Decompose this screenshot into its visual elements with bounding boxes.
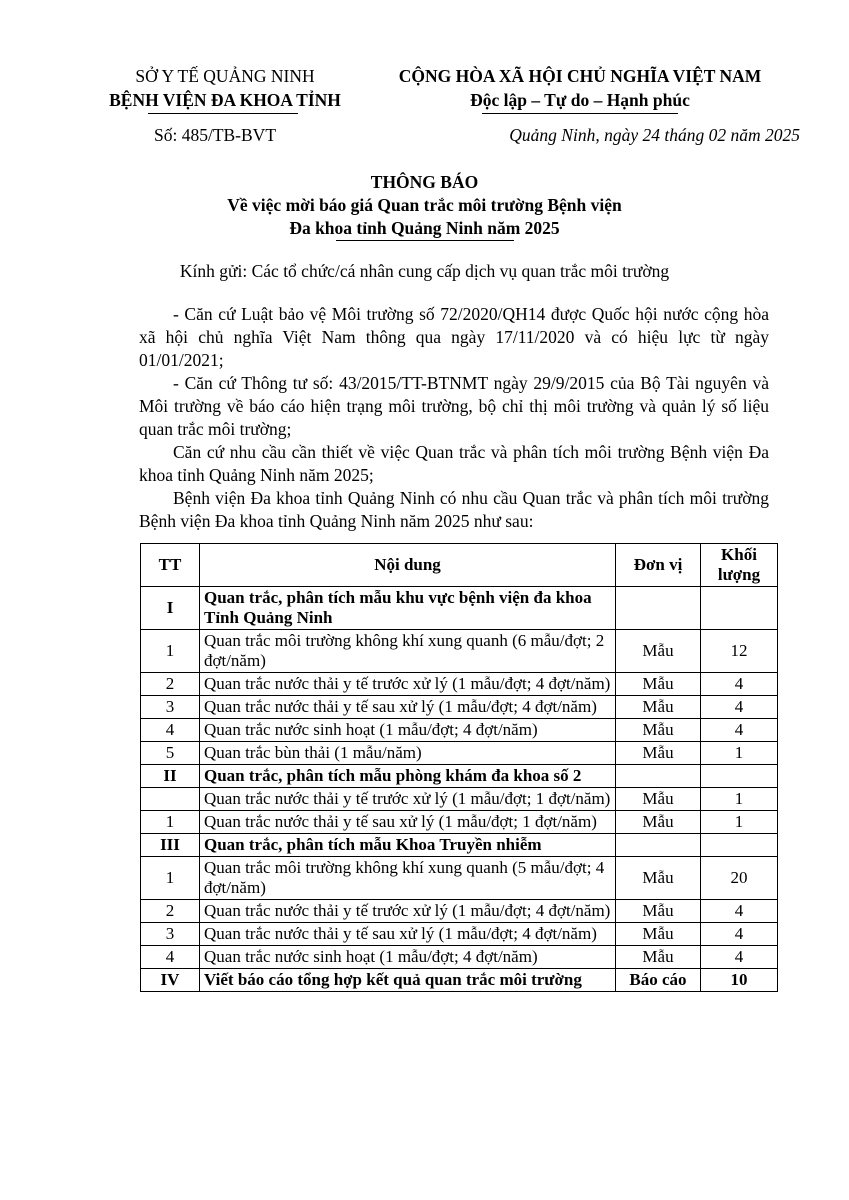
table-row <box>141 857 778 900</box>
title-line-1: THÔNG BÁO <box>370 172 479 192</box>
row-tt: 2 <box>141 673 200 696</box>
row-qty: 4 <box>701 923 778 946</box>
title-line-3: Đa khoa tỉnh Quảng Ninh năm 2025 <box>289 218 560 238</box>
row-qty: 1 <box>701 811 778 834</box>
title-underline <box>336 240 514 241</box>
row-unit <box>616 765 701 788</box>
table-row <box>141 900 778 923</box>
document-title <box>0 171 849 240</box>
row-qty: 20 <box>701 857 778 900</box>
row-qty: 4 <box>701 946 778 969</box>
row-unit: Mẫu <box>616 923 701 946</box>
document-date: Quảng Ninh, ngày 24 tháng 02 năm 2025 <box>509 125 800 145</box>
paragraph-legal-basis-2: - Căn cứ Thông tư số: 43/2015/TT-BTNMT ngày 29/9/2015 của Bộ Tài nguyên và Môi trường về báo cáo hiện trạng môi trường, bộ chỉ thị môi trường và quản lý số liệu quan trắc môi trường; <box>139 373 769 439</box>
table-section-row <box>141 969 778 992</box>
paragraph-legal-basis-1: - Căn cứ Luật bảo vệ Môi trường số 72/2020/QH14 được Quốc hội nước cộng hòa xã hội chủ nghĩa Việt Nam thông qua ngày 17/11/2020 và có hiệu lực từ ngày 01/01/2021; <box>139 304 769 370</box>
table-section-row <box>141 834 778 857</box>
row-content: Quan trắc nước thải y tế sau xử lý (1 mẫu/đợt; 4 đợt/năm) <box>200 923 616 946</box>
row-unit <box>616 834 701 857</box>
paragraph-need: Căn cứ nhu cầu cần thiết về việc Quan trắc và phân tích môi trường Bệnh viện Đa khoa tỉnh Quảng Ninh năm 2025; <box>139 442 769 485</box>
recipient-line: Kính gửi: Các tổ chức/cá nhân cung cấp dịch vụ quan trắc môi trường <box>179 261 670 281</box>
row-tt: 4 <box>141 946 200 969</box>
row-content: Quan trắc, phân tích mẫu Khoa Truyền nhiễm <box>200 834 616 857</box>
row-unit: Báo cáo <box>616 969 701 992</box>
row-unit: Mẫu <box>616 696 701 719</box>
row-tt: III <box>141 834 200 857</box>
row-qty: 12 <box>701 630 778 673</box>
row-unit: Mẫu <box>616 857 701 900</box>
org-line-2: BỆNH VIỆN ĐA KHOA TỈNH <box>109 90 341 110</box>
row-qty <box>701 765 778 788</box>
row-content: Quan trắc nước thải y tế trước xử lý (1 mẫu/đợt; 4 đợt/năm) <box>200 900 616 923</box>
table-body <box>141 587 778 992</box>
row-unit: Mẫu <box>616 630 701 673</box>
row-unit: Mẫu <box>616 946 701 969</box>
row-tt: 3 <box>141 923 200 946</box>
table-section-row <box>141 765 778 788</box>
table-row <box>141 946 778 969</box>
row-qty <box>701 834 778 857</box>
row-tt: 4 <box>141 719 200 742</box>
header-content: Nội dung <box>200 544 616 587</box>
nation-line-2: Độc lập – Tự do – Hạnh phúc <box>470 90 690 110</box>
table-row <box>141 673 778 696</box>
nation-line-1: CỘNG HÒA XÃ HỘI CHỦ NGHĨA VIỆT NAM <box>398 66 762 86</box>
body-text <box>139 303 769 533</box>
header-tt: TT <box>141 544 200 587</box>
row-tt <box>141 788 200 811</box>
org-underline <box>148 113 298 114</box>
row-unit: Mẫu <box>616 788 701 811</box>
row-tt: II <box>141 765 200 788</box>
row-qty: 4 <box>701 696 778 719</box>
row-content: Quan trắc nước thải y tế sau xử lý (1 mẫu/đợt; 4 đợt/năm) <box>200 696 616 719</box>
row-content: Quan trắc nước thải y tế sau xử lý (1 mẫu/đợt; 1 đợt/năm) <box>200 811 616 834</box>
row-qty: 4 <box>701 719 778 742</box>
issuing-organization <box>80 64 370 112</box>
row-tt: 1 <box>141 857 200 900</box>
header-unit: Đơn vị <box>616 544 701 587</box>
row-unit: Mẫu <box>616 673 701 696</box>
row-unit <box>616 587 701 630</box>
table-row <box>141 696 778 719</box>
motto-underline <box>482 113 678 114</box>
table-section-row <box>141 587 778 630</box>
row-qty: 10 <box>701 969 778 992</box>
row-content: Quan trắc nước sinh hoạt (1 mẫu/đợt; 4 đợt/năm) <box>200 946 616 969</box>
table-row <box>141 742 778 765</box>
national-heading <box>360 64 800 112</box>
document-number: Số: 485/TB-BVT <box>153 125 277 145</box>
row-unit: Mẫu <box>616 811 701 834</box>
row-content: Viết báo cáo tổng hợp kết quả quan trắc môi trường <box>200 969 616 992</box>
row-content: Quan trắc nước thải y tế trước xử lý (1 mẫu/đợt; 4 đợt/năm) <box>200 673 616 696</box>
row-tt: 1 <box>141 811 200 834</box>
monitoring-table <box>140 543 778 992</box>
table-row <box>141 719 778 742</box>
row-tt: 5 <box>141 742 200 765</box>
row-unit: Mẫu <box>616 900 701 923</box>
org-line-1: SỞ Y TẾ QUẢNG NINH <box>135 66 315 86</box>
row-content: Quan trắc nước sinh hoạt (1 mẫu/đợt; 4 đợt/năm) <box>200 719 616 742</box>
table-row <box>141 630 778 673</box>
row-tt: IV <box>141 969 200 992</box>
row-content: Quan trắc bùn thải (1 mẫu/năm) <box>200 742 616 765</box>
table-row <box>141 811 778 834</box>
row-qty: 1 <box>701 742 778 765</box>
row-content: Quan trắc môi trường không khí xung quanh (5 mẫu/đợt; 4 đợt/năm) <box>200 857 616 900</box>
row-tt: 3 <box>141 696 200 719</box>
table-row <box>141 788 778 811</box>
row-qty: 4 <box>701 900 778 923</box>
row-content: Quan trắc, phân tích mẫu phòng khám đa khoa số 2 <box>200 765 616 788</box>
row-tt: I <box>141 587 200 630</box>
row-qty: 1 <box>701 788 778 811</box>
title-line-2: Về việc mời báo giá Quan trắc môi trường Bệnh viện <box>227 195 622 215</box>
row-content: Quan trắc môi trường không khí xung quanh (6 mẫu/đợt; 2 đợt/năm) <box>200 630 616 673</box>
row-unit: Mẫu <box>616 719 701 742</box>
row-qty <box>701 587 778 630</box>
table-header-row <box>141 544 778 587</box>
row-content: Quan trắc, phân tích mẫu khu vực bệnh viện đa khoa Tỉnh Quảng Ninh <box>200 587 616 630</box>
header-qty: Khối lượng <box>701 544 778 587</box>
row-tt: 2 <box>141 900 200 923</box>
row-content: Quan trắc nước thải y tế trước xử lý (1 mẫu/đợt; 1 đợt/năm) <box>200 788 616 811</box>
row-unit: Mẫu <box>616 742 701 765</box>
table-row <box>141 923 778 946</box>
row-qty: 4 <box>701 673 778 696</box>
paragraph-request: Bệnh viện Đa khoa tỉnh Quảng Ninh có nhu cầu Quan trắc và phân tích môi trường Bệnh viện Đa khoa tỉnh Quảng Ninh năm 2025 như sau: <box>139 488 769 531</box>
row-tt: 1 <box>141 630 200 673</box>
